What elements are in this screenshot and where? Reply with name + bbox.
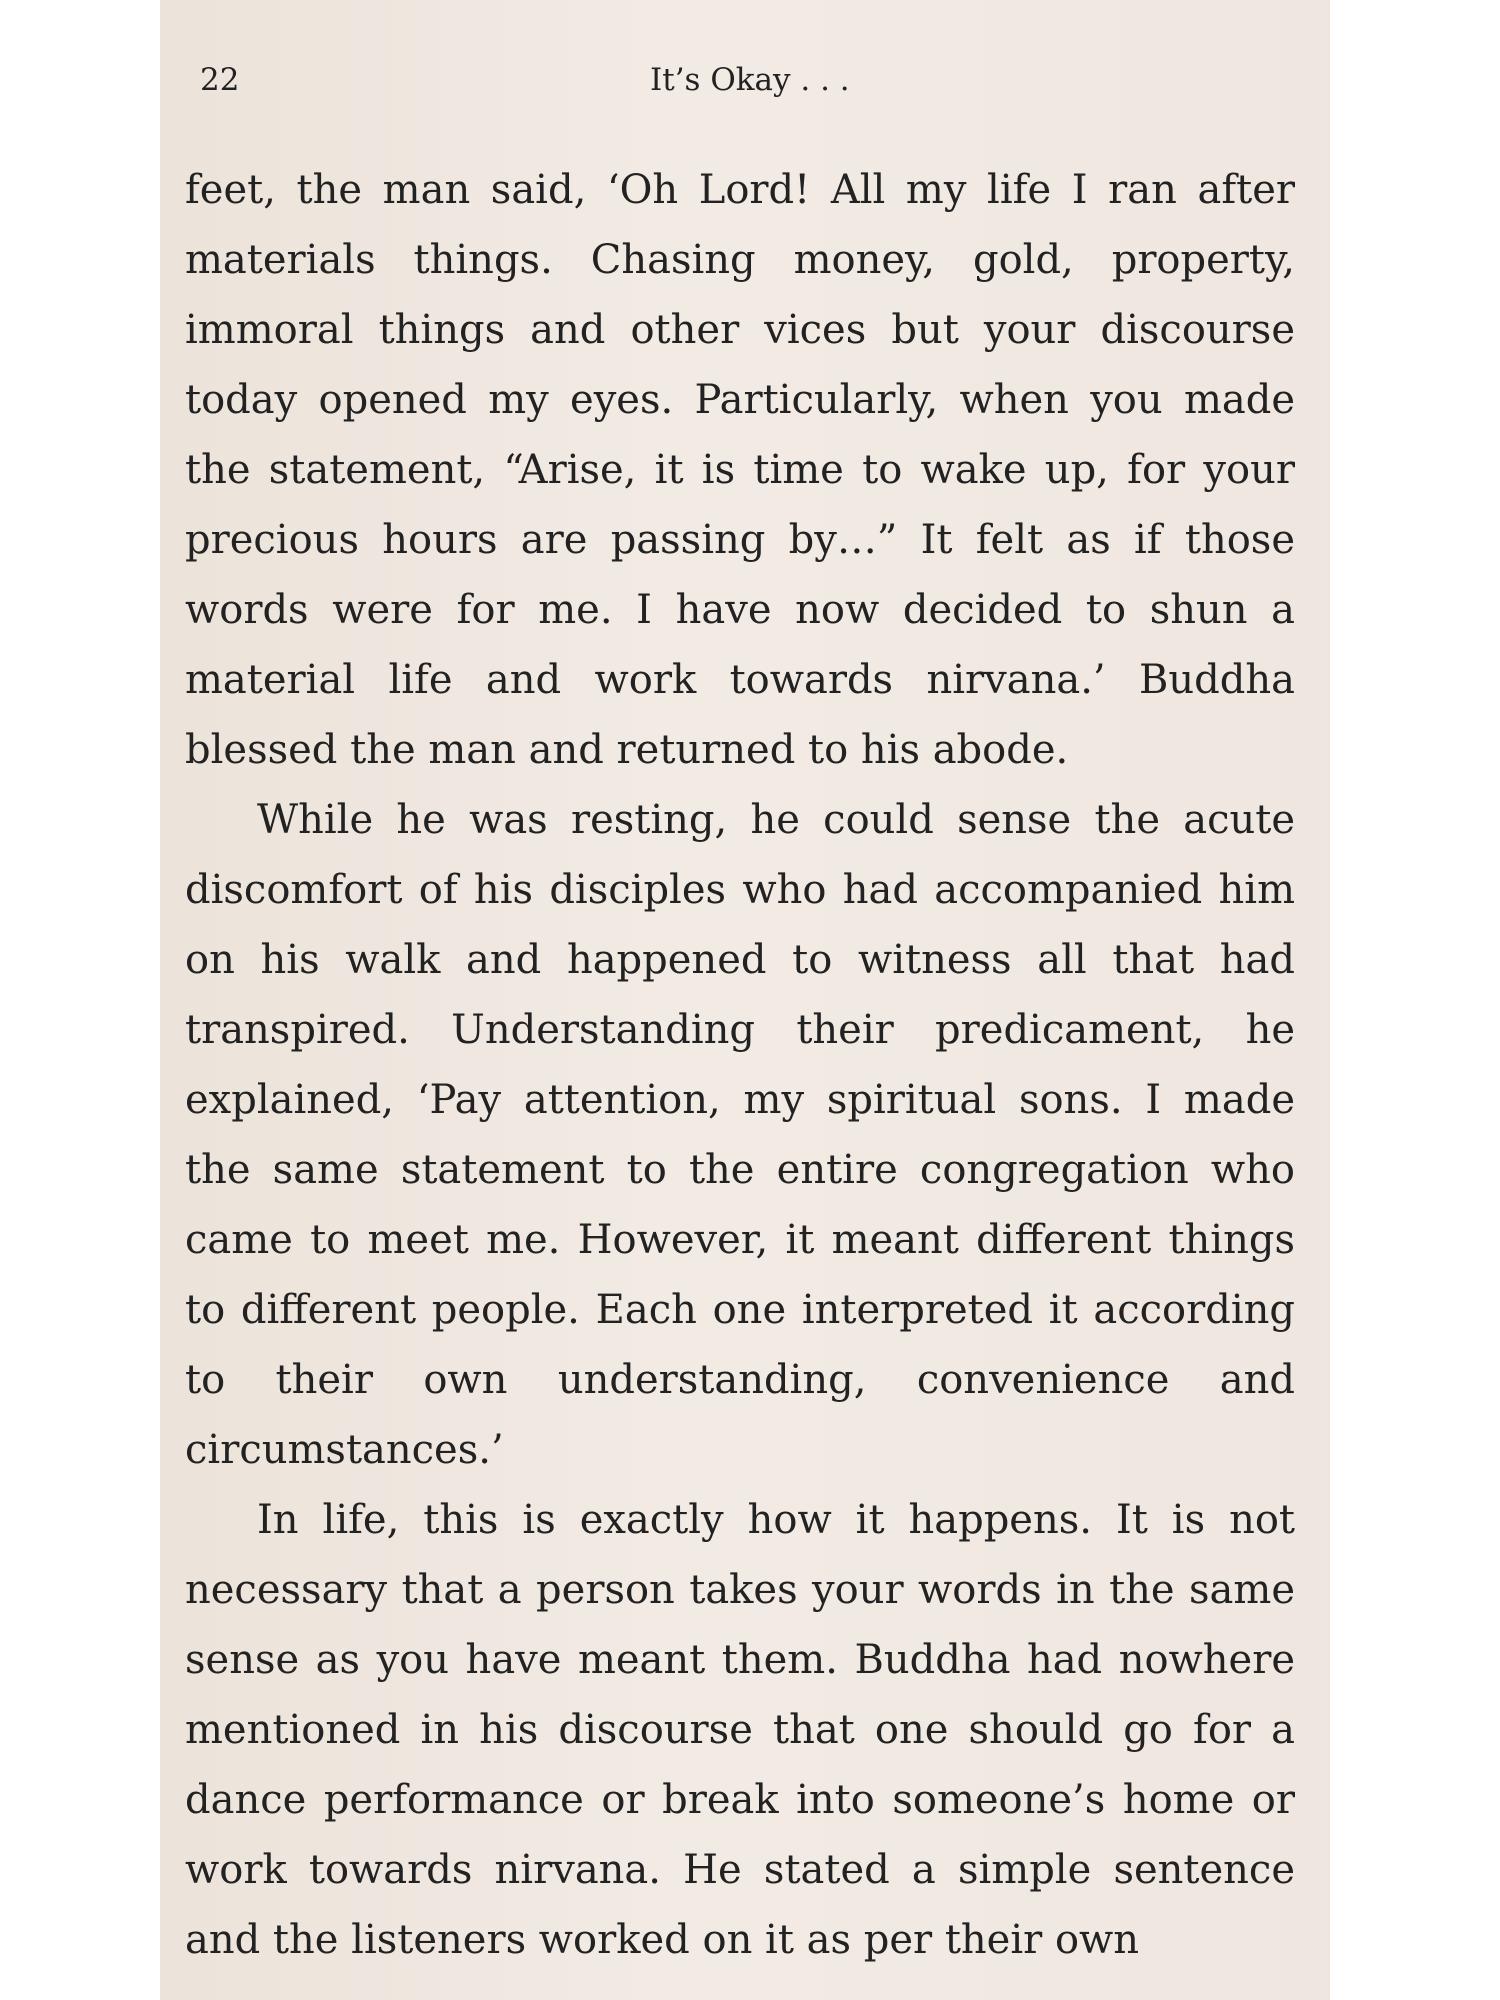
paragraph-continued: feet, the man said, ‘Oh Lord! All my life I ran after materials things. Chasing money, gold, property, immoral things and other vices but your discourse today opened my eyes. Particularly, when you made the statement, “Arise, it is time to wake up, for your precious hours are passing by…” It felt as if those words were for me. I have now decided to shun a material life and work towards nirvana.’ Buddha blessed the man and returned to his abode. [185,167,1295,773]
book-page [160,0,1330,2000]
paragraph-disciples: While he was resting, he could sense the acute discomfort of his disciples who had accompanied him on his walk and happened to witness all that had transpired. Understanding their predicament, he explained, ‘Pay attention, my spiritual sons. I made the same statement to the entire congregation who came to meet me. However, it meant different things to different people. Each one interpreted it according to their own understanding, convenience and circumstances.’ [185,797,1295,1473]
running-title: It’s Okay . . . [650,62,850,98]
paragraph-in-life: In life, this is exactly how it happens. It is not necessary that a person takes your words in the same sense as you have meant them. Buddha had nowhere mentioned in his discourse that one should go for a dance performance or break into someone’s home or work towards nirvana. He stated a simple sentence and the listeners worked on it as per their own [185,1497,1295,1963]
page-number: 22 [200,62,240,98]
running-header [160,62,1330,102]
body-text [185,155,1295,1975]
